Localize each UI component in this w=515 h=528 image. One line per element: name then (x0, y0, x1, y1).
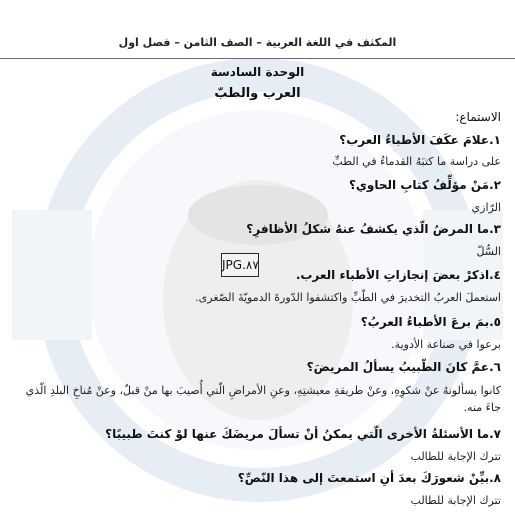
header-divider (0, 58, 515, 59)
page-header: المكثف في اللغة العربية – الصف الثامن – فصل اول (118, 36, 397, 49)
question-8: ٨.بيِّنْ شعورَكَ بعدَ أنِ استمعتَ إلى هذا النّصِّ؟ (237, 471, 501, 485)
answer-3: السُّلّ (476, 245, 501, 258)
question-3: ٣.ما المرضُ الّذي يكشفُ عنهُ شكلُ الأظافرِ؟ (246, 222, 501, 236)
question-6: ٦.عمَّ كانَ الطّبيبُ يسألُ المريضَ؟ (306, 360, 501, 374)
question-7: ٧.ما الأسئلةُ الأخرى الّتي يمكنُ أنْ تسألَ مريضَكَ عنها لوْ كنتَ طبيبًا؟ (105, 427, 501, 441)
unit-title: الوحدة السادسة (210, 65, 305, 79)
answer-8: تترك الإجابة للطالب (410, 494, 501, 507)
image-badge: JPG.٨٧ (221, 253, 259, 277)
lesson-title: العرب والطبّ (214, 86, 301, 101)
question-5: ٥.بمَ برعَ الأطباءُ العربُ؟ (360, 315, 501, 329)
answer-4: استعملَ العربُ التخديرَ في الطّبِّ واكتشفوا الدّورةَ الدمويّةَ الصّغرى. (195, 291, 501, 304)
answer-7: تترك الإجابة للطالب (410, 450, 501, 463)
answer-2: الرّازي (471, 201, 501, 214)
section-label: الاستماع: (455, 110, 501, 124)
question-1: ١.علامَ عكَفَ الأطباءُ العرب؟ (339, 133, 501, 147)
question-2: ٢.مَنْ مؤلِّفُ كتابِ الحاوي؟ (348, 178, 501, 192)
answer-5: برعوا في صناعة الأدوية. (391, 338, 501, 351)
question-4: ٤.اذكرْ بعضَ إنجازاتِ الأطباء العرب. (295, 268, 501, 282)
answer-6: كانوا يسألونهُ عنْ شكوِهِ، وعنْ طريقةِ معيشتِهِ، وعنِ الأمراضِ الّتي أُصيبَ بها منْ قبلُ، وعنْ مُناخِ البلدِ الّذي جاءَ منه. (25, 384, 501, 414)
answer-1: على دراسة ما كتبَهُ القدماءُ في الطبِّ (332, 155, 501, 168)
